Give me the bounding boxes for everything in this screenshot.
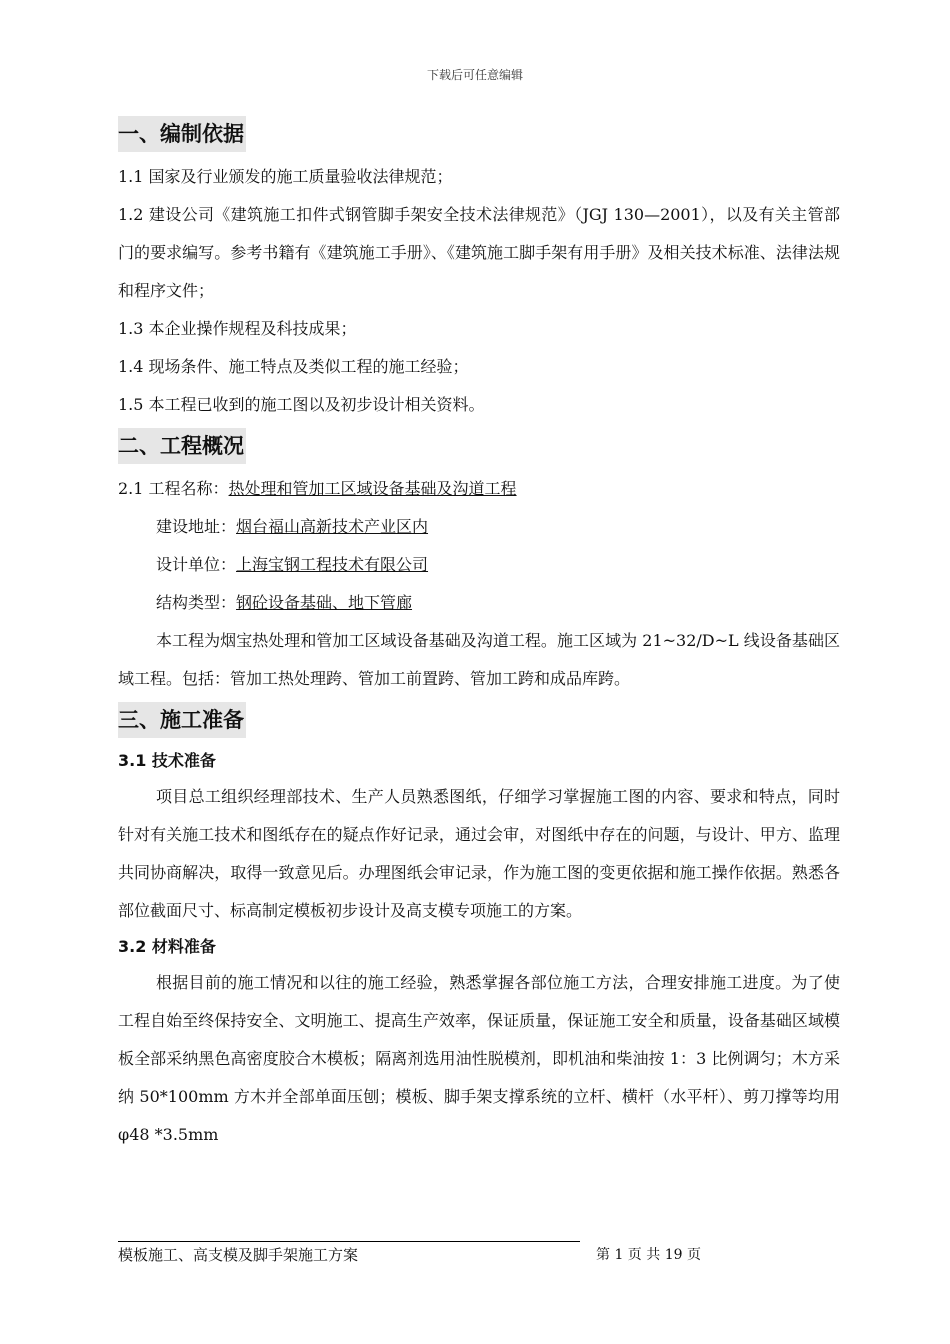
section-heading: 二、工程概况: [118, 428, 246, 464]
footer-page-number: 第 1 页 共 19 页: [596, 1247, 701, 1263]
paragraph: 项目总工组织经理部技术、生产人员熟悉图纸，仔细学习掌握施工图的内容、要求和特点，同时针对有关施工技术和图纸存在的疑点作好记录，通过会审，对图纸中存在的问题，与设计、甲方、监理共同协商解决，取得一致意见后。办理图纸会审记录，作为施工图的变更依据和施工操作依据。熟悉各部位截面尺寸、标高制定模板初步设计及高支模专项施工的方案。: [118, 787, 840, 920]
subsection-heading: 3.1 技术准备: [118, 751, 216, 770]
footer-rule: [118, 1241, 580, 1242]
address-line: [118, 508, 840, 546]
field-label: 设计单位：: [156, 555, 237, 574]
project-name-line: [118, 470, 840, 508]
field-label: 建设地址：: [156, 517, 237, 536]
paragraph: 1.5 本工程已收到的施工图以及初步设计相关资料。: [118, 395, 485, 414]
field-value: 钢砼设备基础、地下管廊: [236, 593, 413, 612]
paragraph: 根据目前的施工情况和以往的施工经验，熟悉掌握各部位施工方法，合理安排施工进度。为了使工程自始至终保持安全、文明施工、提高生产效率，保证质量，保证施工安全和质量，设备基础区域模板全部采纳黑色高密度胶合木模板；隔离剂选用油性脱模剂，即机油和柴油按 1：3 比例调匀；木方采纳 50*100mm 方木并全部单面压刨；模板、脚手架支撑系统的立杆、横杆（水平杆）、剪刀撑等均用 φ48 *3.5mm: [118, 973, 840, 1144]
paragraph: 1.4 现场条件、施工特点及类似工程的施工经验；: [118, 357, 469, 376]
paragraph: 1.3 本企业操作规程及科技成果；: [118, 319, 357, 338]
structure-type-line: [118, 584, 840, 622]
paragraph: 1.2 建设公司《建筑施工扣件式钢管脚手架安全技术法律规范》（JGJ 130—2001），以及有关主管部门的要求编写。参考书籍有《建筑施工手册》、《建筑施工脚手架有用手册》及相关技术标准、法律法规和程序文件；: [118, 205, 840, 300]
field-label: 结构类型：: [156, 593, 237, 612]
document-body: [118, 112, 840, 1154]
field-value: 热处理和管加工区域设备基础及沟道工程: [228, 479, 517, 498]
section-3: [118, 702, 840, 738]
design-unit-line: [118, 546, 840, 584]
section-heading: 三、施工准备: [118, 702, 246, 738]
field-label: 2.1 工程名称：: [118, 479, 229, 498]
section-heading: 一、编制依据: [118, 116, 246, 152]
field-value: 烟台福山高新技术产业区内: [236, 517, 429, 536]
field-value: 上海宝钢工程技术有限公司: [236, 555, 429, 574]
section-1: [118, 116, 840, 152]
paragraph: 1.1 国家及行业颁发的施工质量验收法律规范；: [118, 167, 453, 186]
footer-doc-title: 模板施工、高支模及脚手架施工方案: [118, 1246, 359, 1264]
paragraph: 本工程为烟宝热处理和管加工区域设备基础及沟道工程。施工区域为 21~32/D~L 线设备基础区域工程。包括：管加工热处理跨、管加工前置跨、管加工跨和成品库跨。: [118, 631, 840, 688]
subsection-heading: 3.2 材料准备: [118, 937, 216, 956]
section-2: [118, 428, 840, 464]
page-header-note: 下载后可任意编辑: [426, 68, 523, 82]
